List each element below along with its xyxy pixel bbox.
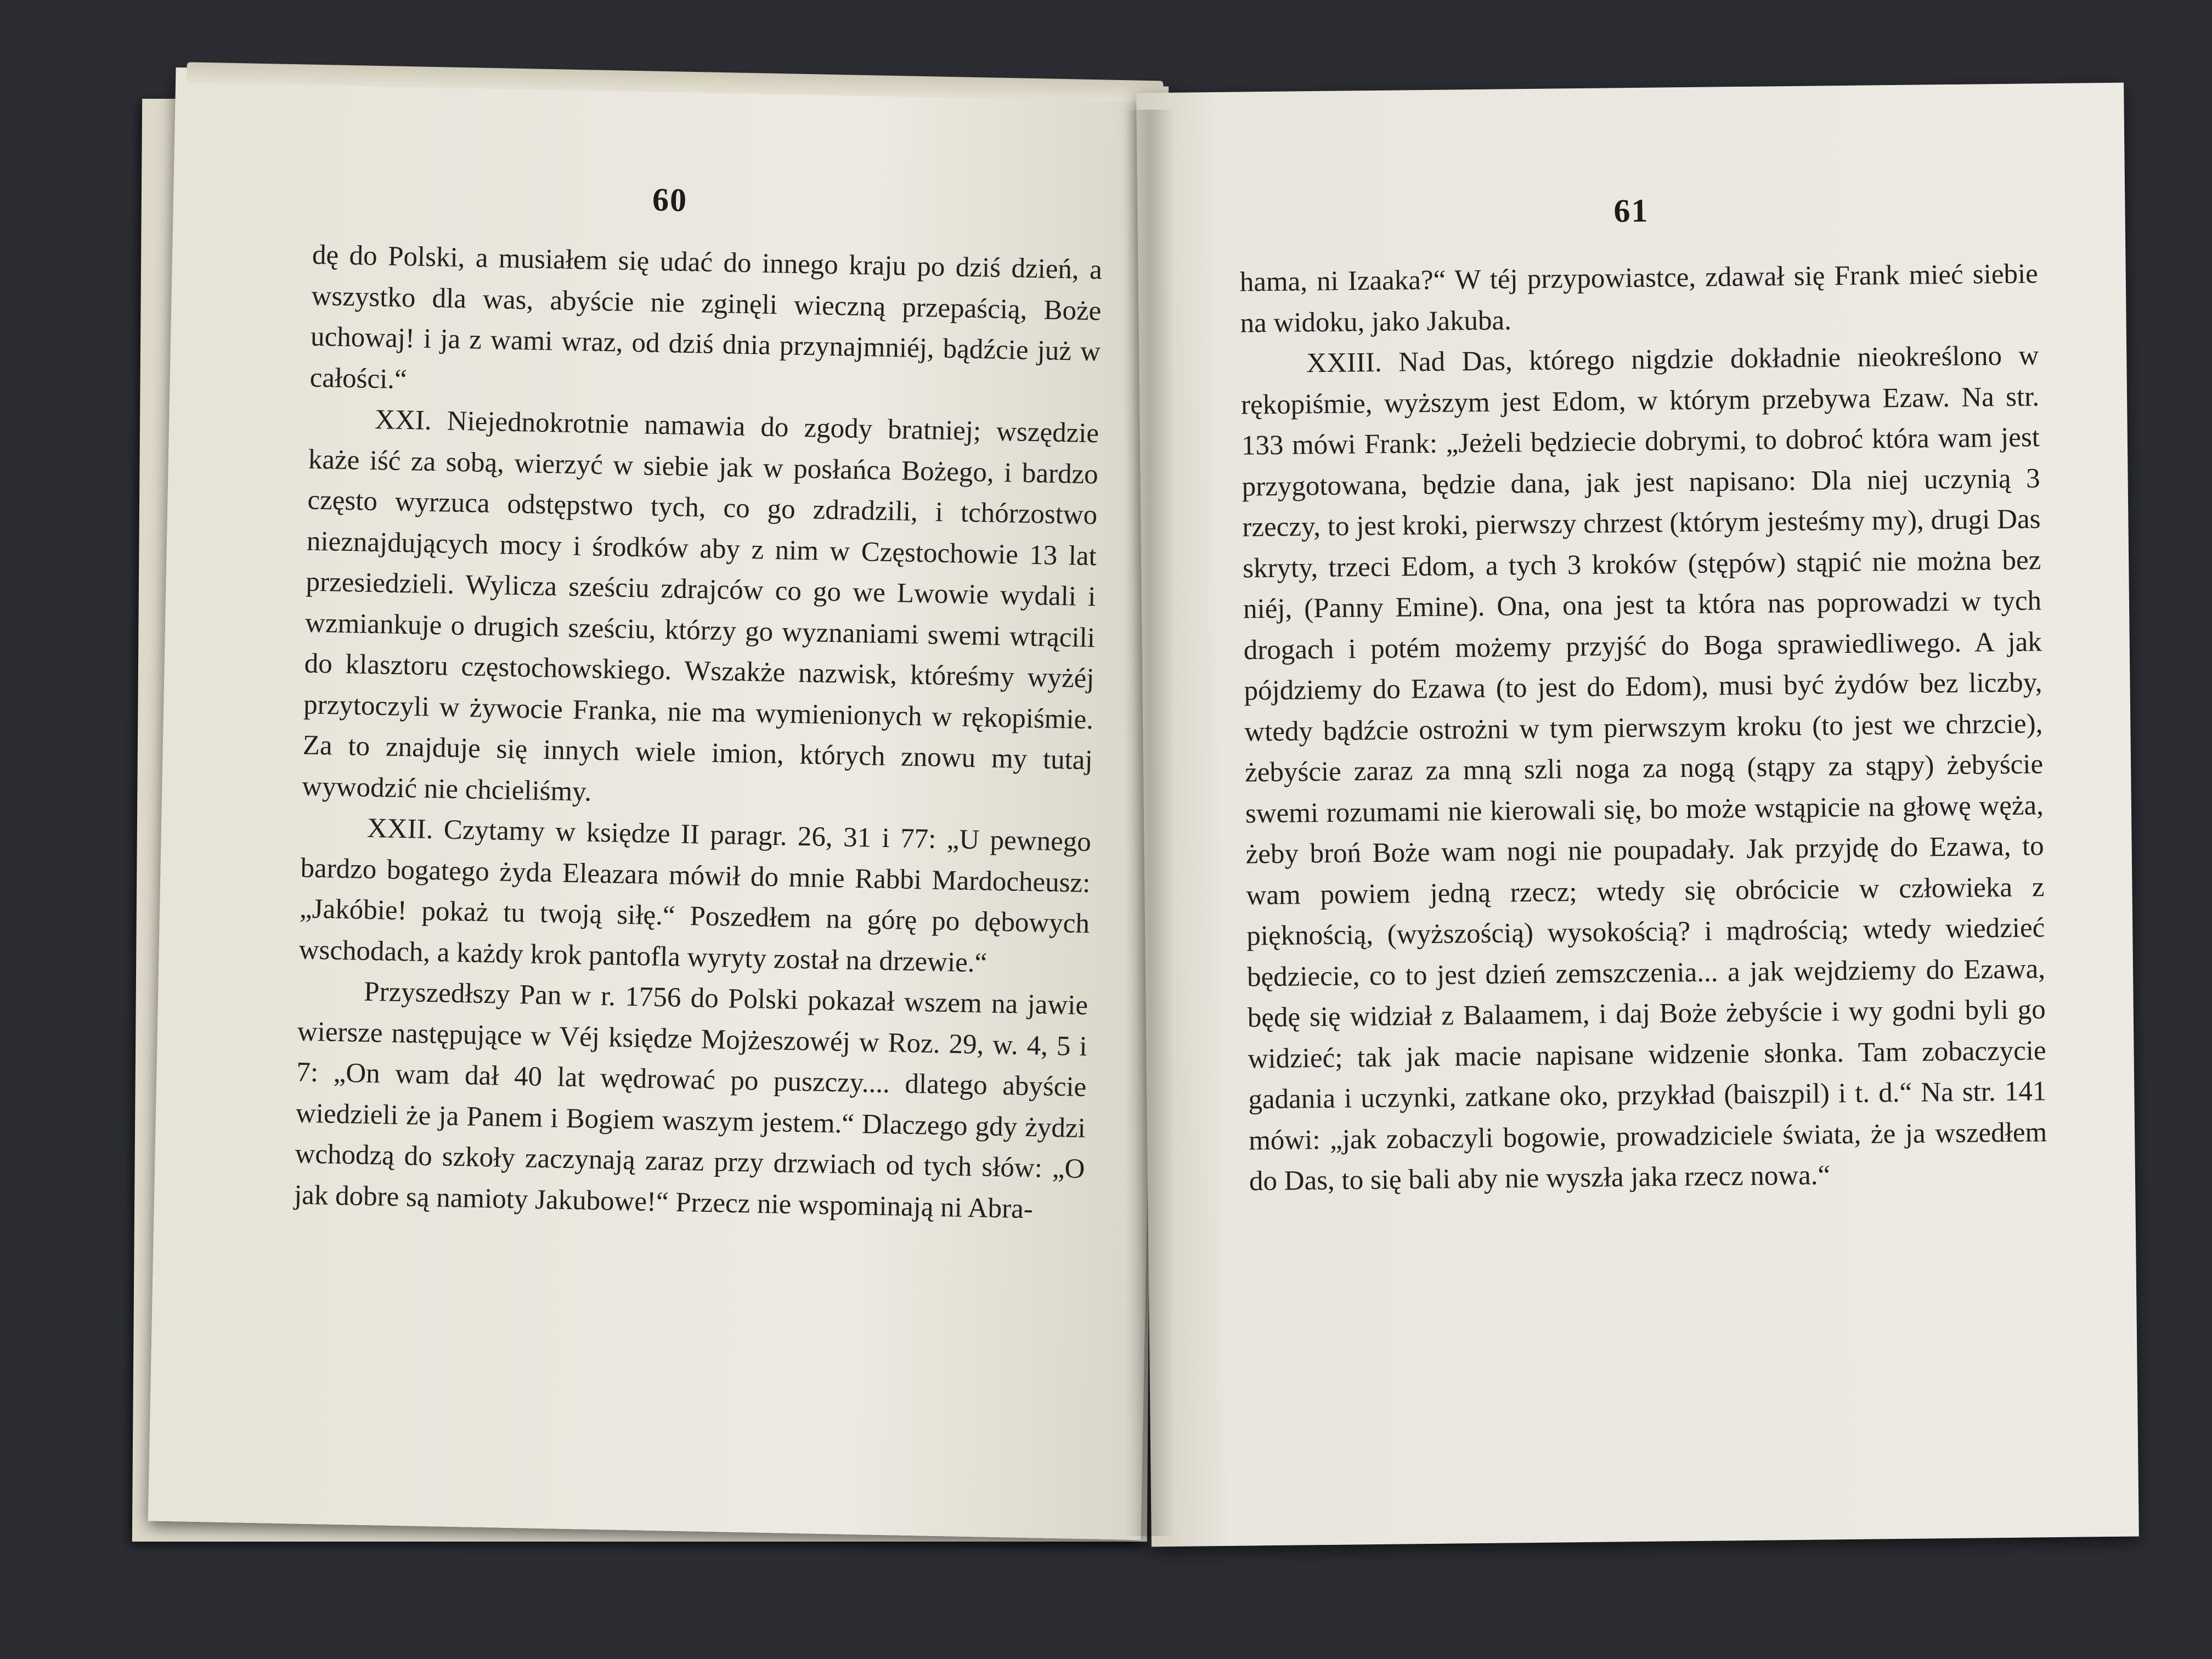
left-page-text [294,235,1102,1231]
right-page [1136,83,2139,1547]
book-gutter [1125,110,1174,1536]
paragraph: Przyszedłszy Pan w r. 1756 do Polski pokazał wszem na jawie wiersze następujące w Véj księdze Mojżeszowéj w Roz. 29, w. 4, 5 i 7: „On wam dał 40 lat wędrować po puszczy.... dlatego abyście wiedzieli że ja Panem i Bogiem waszym jestem.“ Dlaczego gdy żydzi wchodzą do szkoły zaczynają zaraz przy drzwiach od tych słów: „O jak dobre są namioty Jakubowe!“ Przecz nie wspominają ni Abra- [294,976,1088,1224]
torn-top-edge [187,62,1163,101]
open-book [137,77,2134,1558]
page-number-left: 60 [652,181,688,218]
right-page-text [1239,253,2047,1202]
paragraph: XXII. Czytamy w księdze II paragr. 26, 31 i 77: „U pewnego bardzo bogatego żyda Eleazara mówił do mnie Rabbi Mardocheusz: „Jakóbie! pokaż tu twoją siłę.“ Poszedłem na górę po dębowych wschodach, a każdy krok pantofla wyryty został na drzewie.“ [298,812,1092,979]
paragraph: XXIII. Nad Das, którego nigdzie dokładnie nieokreślono w rękopiśmie, wyższym jest Edom, w którym przebywa Ezaw. Na str. 133 mówi Frank: „Jeżeli będziecie dobrymi, to dobroć która wam jest przygotowana, będzie dana, jak jest napisano: Dla niej uczynią 3 rzeczy, to jest kroki, pierwszy chrzest (którym jesteśmy my), drugi Das skryty, trzeci Edom, a tych 3 kroków (stępów) stąpić nie można bez niéj, (Panny Emine). Ona, ona jest ta która nas poprowadzi w tych drogach i potém możemy przyjść do Boga sprawiedliwego. A jak pójdziemy do Ezawa (to jest do Edom), musi być żydów bez liczby, wtedy bądźcie ostrożni w tym pierwszym kroku (to jest we chrzcie), żebyście zaraz za mną szli noga za nogą (stąpy za stąpy) żebyście swemi rozumami nie kierowali się, bo może wstąpicie na głowę węża, żeby broń Boże wam nogi nie poupadały. Jak przyjdę do Ezawa, to wam powiem jedną rzecz; wtedy się obrócicie w człowieka z pięknością, (wyższością) wysokością? i mądrością; wtedy wiedzieć będziecie, co to jest dzień zemszczenia... a jak wejdziemy do Ezawa, będę się widział z Balaamem, i daj Boże żebyście i wy godni byli go widzieć; tak jak macie napisane widzenie słonka. Tam zobaczycie gadania i uczynki, zatkane oko, przykład (baiszpil) i t. d.“ Na str. 141 mówi: „jak zobaczyli bogowie, prowadziciele świata, że ja wszedłem do Das, to się bali aby nie wyszła jaka rzecz nowa.“ [1240,340,2047,1197]
paragraph: XXI. Niejednokrotnie namawia do zgody bratniej; wszędzie każe iść za sobą, wierzyć w siebie jak w posłańca Bożego, i bardzo często wyrzuca odstępstwo tych, co go zdradzili, i tchórzostwo nieznajdujących mocy i środków aby z nim w Częstochowie 13 lat przesiedzieli. Wylicza sześciu zdrajców co go we Lwowie wydali i wzmiankuje o drugich sześciu, którzy go wyznaniami swemi wtrącili do klasztoru częstochowskiego. Wszakże nazwisk, któreśmy wyżéj przytoczyli w żywocie Franka, nie ma wymienionych w rękopiśmie. Za to znajduje się innych wiele imion, których znowu my tutaj wywodzić nie chcieliśmy. [301,404,1099,808]
page-number-right: 61 [1613,192,1649,229]
paragraph: hama, ni Izaaka?“ W téj przypowiastce, zdawał się Frank mieć siebie na widoku, jako Jakuba. [1239,258,2039,339]
left-page [148,67,1169,1540]
paragraph: dę do Polski, a musiałem się udać do innego kraju po dziś dzień, a wszystko dla was, abyście nie zginęli wieczną przepaścią, Boże uchowaj! i ja z wami wraz, od dziś dnia przynajmniéj, bądźcie już w całości.“ [309,239,1103,395]
